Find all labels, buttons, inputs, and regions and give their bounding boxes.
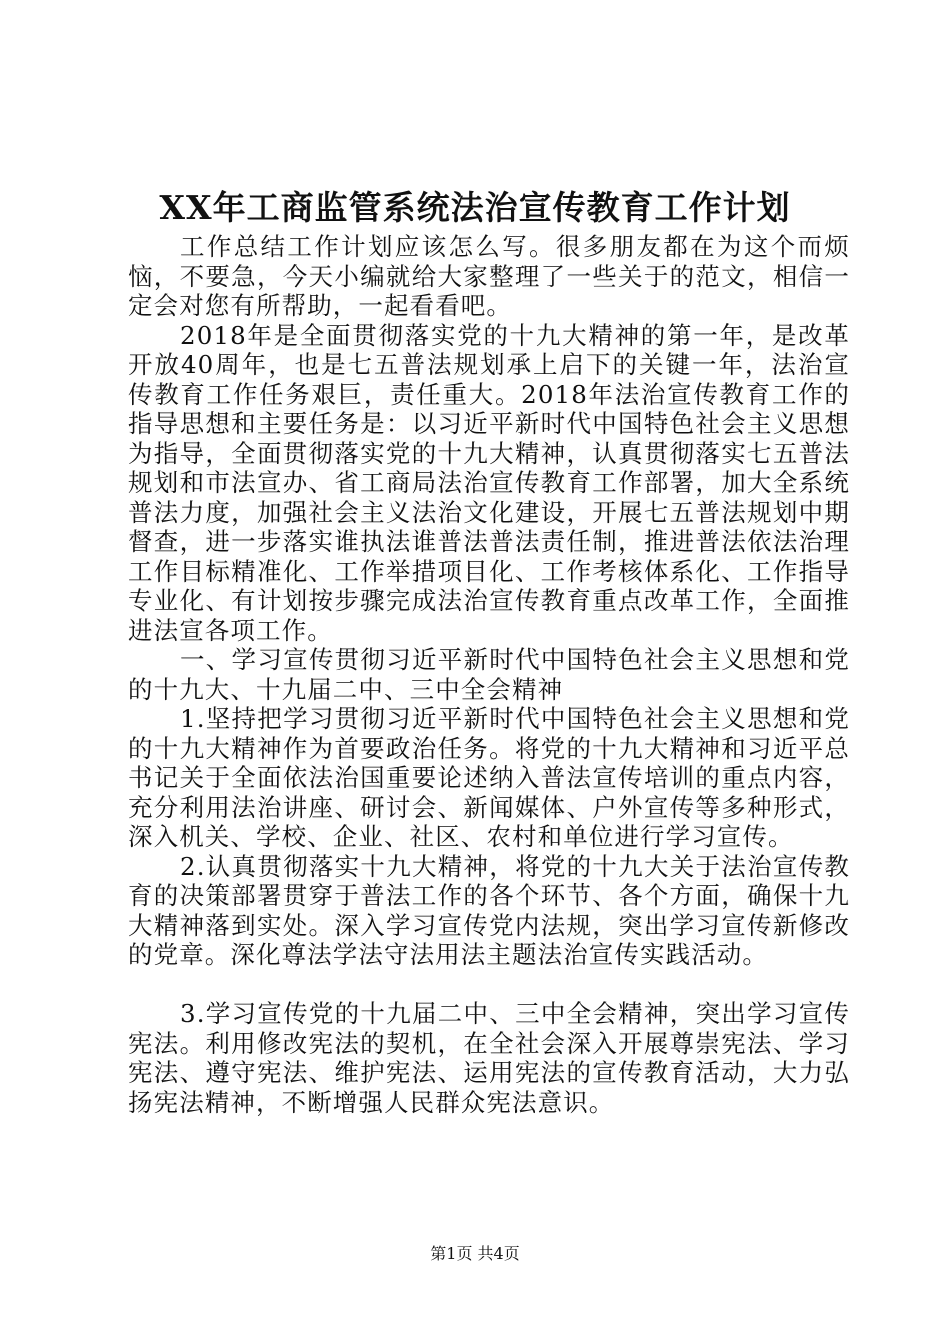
page-footer: 第1页 共4页 — [430, 1244, 520, 1263]
intro-paragraph: 工作总结工作计划应该怎么写。很多朋友都在为这个而烦恼，不要急，今天小编就给大家整理了一些关于的范文，相信一定会对您有所帮助，一起看看吧。 — [128, 232, 850, 320]
item-paragraph-1: 1.坚持把学习贯彻习近平新时代中国特色社会主义思想和党的十九大精神作为首要政治任务。将党的十九大精神和习近平总书记关于全面依法治国重要论述纳入普法宣传培训的重点内容，充分利用法治讲座、研讨会、新闻媒体、户外宣传等多种形式，深入机关、学校、企业、社区、农村和单位进行学习宣传。 — [128, 704, 850, 851]
item-paragraph-2: 2.认真贯彻落实十九大精神，将党的十九大关于法治宣传教育的决策部署贯穿于普法工作的各个环节、各个方面，确保十九大精神落到实处。深入学习宣传党内法规，突出学习宣传新修改的党章。深化尊法学法守法用法主题法治宣传实践活动。 — [128, 851, 850, 969]
document-body — [128, 232, 850, 1117]
item-paragraph-3: 3.学习宣传党的十九届二中、三中全会精神，突出学习宣传宪法。利用修改宪法的契机，在全社会深入开展尊崇宪法、学习宪法、遵守宪法、维护宪法、运用宪法的宣传教育活动，大力弘扬宪法精神，不断增强人民群众宪法意识。 — [128, 999, 850, 1117]
section-heading-1: 一、学习宣传贯彻习近平新时代中国特色社会主义思想和党的十九大、十九届二中、三中全会精神 — [128, 645, 850, 704]
overview-paragraph: 2018年是全面贯彻落实党的十九大精神的第一年，是改革开放40周年，也是七五普法规划承上启下的关键一年，法治宣传教育工作任务艰巨，责任重大。2018年法治宣传教育工作的指导思想和主要任务是：以习近平新时代中国特色社会主义思想为指导，全面贯彻落实党的十九大精神，认真贯彻落实七五普法规划和市法宣办、省工商局法治宣传教育工作部署，加大全系统普法力度，加强社会主义法治文化建设，开展七五普法规划中期督查，进一步落实谁执法谁普法普法责任制，推进普法依法治理工作目标精准化、工作举措项目化、工作考核体系化、工作指导专业化、有计划按步骤完成法治宣传教育重点改革工作，全面推进法宣各项工作。 — [128, 320, 850, 645]
document-title: XX年工商监管系统法治宣传教育工作计划 — [159, 188, 791, 227]
